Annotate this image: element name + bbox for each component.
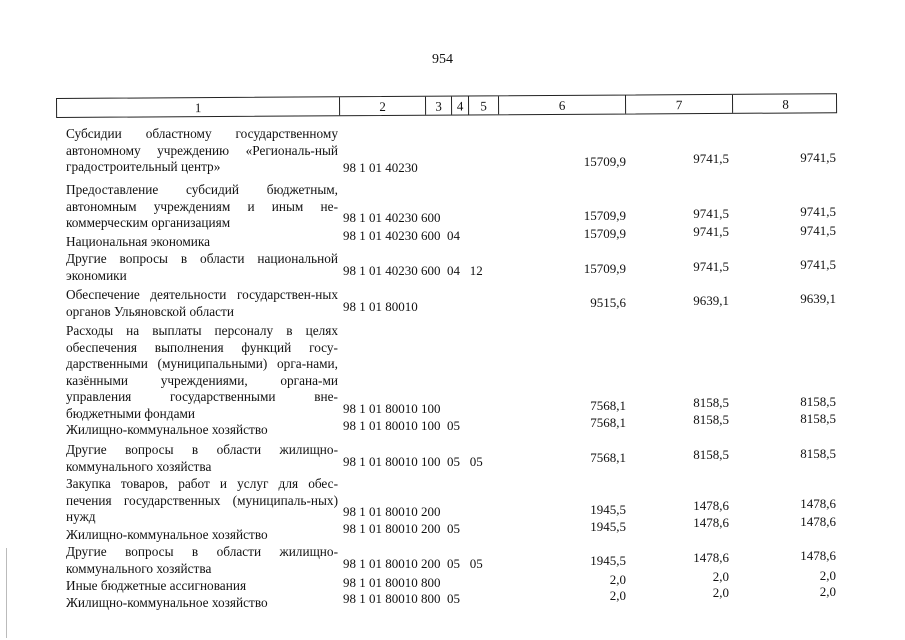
page-number: 954 xyxy=(432,52,453,67)
row-code: 98 1 01 40230 600 04 12 xyxy=(343,263,483,278)
row-value-col6: 2,0 xyxy=(609,588,626,603)
row-value-col7: 9741,5 xyxy=(693,259,729,274)
row-value-col8: 9741,5 xyxy=(800,223,836,238)
row-value-col7: 9639,1 xyxy=(693,293,729,308)
row-description: Жилищно-коммунальное хозяйство xyxy=(66,527,268,542)
header-col-6: 6 xyxy=(499,96,626,115)
row-code: 98 1 01 40230 600 04 xyxy=(343,228,460,243)
row-description: Национальная экономика xyxy=(66,234,211,249)
row-code: 98 1 01 80010 xyxy=(343,299,418,314)
row-value-col6: 15709,9 xyxy=(583,261,626,276)
row-code: 98 1 01 80010 200 05 xyxy=(343,521,460,536)
row-code: 98 1 01 80010 100 05 05 xyxy=(343,454,483,469)
row-value-col7: 1478,6 xyxy=(693,515,729,530)
row-value-col6: 1945,5 xyxy=(590,519,626,534)
row-description: Предоставление субсидий бюджетным, автономным учреждениям и иным не-коммерческим организациям xyxy=(66,182,338,230)
row-value-col8: 2,0 xyxy=(819,584,836,599)
row-description: Иные бюджетные ассигнования xyxy=(66,578,247,593)
row-value-col6: 7568,1 xyxy=(590,415,626,430)
row-value-col7: 1478,6 xyxy=(693,498,729,513)
row-value-col7: 8158,5 xyxy=(693,412,729,427)
row-description: Субсидии областному государственному автономному учреждению «Региональ-ный градостроительный центр» xyxy=(66,126,338,174)
header-col-7: 7 xyxy=(626,95,733,114)
row-value-col6: 7568,1 xyxy=(590,450,626,465)
row-code: 98 1 01 80010 100 05 xyxy=(343,418,460,433)
header-col-3: 3 xyxy=(426,97,452,115)
row-value-col7: 2,0 xyxy=(712,569,729,584)
row-value-col6: 15709,9 xyxy=(583,208,626,223)
row-value-col7: 8158,5 xyxy=(693,447,729,462)
row-value-col7: 9741,5 xyxy=(693,206,729,221)
header-col-8: 8 xyxy=(782,96,789,112)
row-description: Закупка товаров, работ и услуг для обес-печения государственных (муниципаль-ных) нужд xyxy=(66,476,338,524)
row-value-col6: 15709,9 xyxy=(583,226,626,241)
row-code: 98 1 01 40230 xyxy=(343,160,418,175)
row-code: 98 1 01 80010 200 xyxy=(343,504,441,519)
header-col-2: 2 xyxy=(340,97,426,116)
row-code: 98 1 01 80010 800 05 xyxy=(343,591,460,606)
row-description: Расходы на выплаты персоналу в целях обеспечения выполнения функций госу-дарственными (муниципальными) орга-нами, казёнными учреждениями, органа-ми управления государственными вне-бюджетными фондами xyxy=(66,323,338,421)
row-code: 98 1 01 80010 100 xyxy=(343,401,441,416)
row-value-col8: 9741,5 xyxy=(800,150,836,165)
row-description: Другие вопросы в области национальной экономики xyxy=(66,251,338,283)
row-value-col8: 1478,6 xyxy=(800,548,836,563)
row-description: Другие вопросы в области жилищно-коммунального хозяйства xyxy=(66,544,338,576)
row-code: 98 1 01 80010 800 xyxy=(343,575,441,590)
row-description: Жилищно-коммунальное хозяйство xyxy=(66,595,268,610)
row-value-col7: 9741,5 xyxy=(693,224,729,239)
row-value-col8: 1478,6 xyxy=(800,514,836,529)
header-col-4: 4 xyxy=(452,96,469,114)
row-value-col8: 9639,1 xyxy=(800,291,836,306)
row-description: Жилищно-коммунальное хозяйство xyxy=(66,422,268,437)
row-code: 98 1 01 80010 200 05 05 xyxy=(343,556,483,571)
row-value-col6: 1945,5 xyxy=(590,502,626,517)
row-value-col8: 8158,5 xyxy=(800,446,836,461)
scan-margin-line xyxy=(6,548,7,638)
row-value-col7: 9741,5 xyxy=(693,151,729,166)
row-value-col8: 2,0 xyxy=(819,568,836,583)
row-value-col8: 9741,5 xyxy=(800,204,836,219)
row-value-col8: 8158,5 xyxy=(800,411,836,426)
row-value-col7: 2,0 xyxy=(712,585,729,600)
row-value-col7: 1478,6 xyxy=(693,550,729,565)
row-value-col8: 9741,5 xyxy=(800,257,836,272)
row-description: Обеспечение деятельности государствен-ных органов Ульяновской области xyxy=(66,287,338,319)
header-col-1: 1 xyxy=(57,97,340,117)
header-col-5: 5 xyxy=(469,96,499,114)
row-value-col8: 1478,6 xyxy=(800,496,836,511)
table-header xyxy=(56,93,837,118)
row-value-col6: 1945,5 xyxy=(590,553,626,568)
row-value-col7: 8158,5 xyxy=(693,395,729,410)
row-value-col6: 9515,6 xyxy=(590,295,626,310)
row-description: Другие вопросы в области жилищно-коммунального хозяйства xyxy=(66,442,338,474)
row-value-col6: 15709,9 xyxy=(583,154,626,169)
row-value-col6: 2,0 xyxy=(609,572,626,587)
row-value-col6: 7568,1 xyxy=(590,398,626,413)
row-value-col8: 8158,5 xyxy=(800,394,836,409)
row-code: 98 1 01 40230 600 xyxy=(343,210,441,225)
